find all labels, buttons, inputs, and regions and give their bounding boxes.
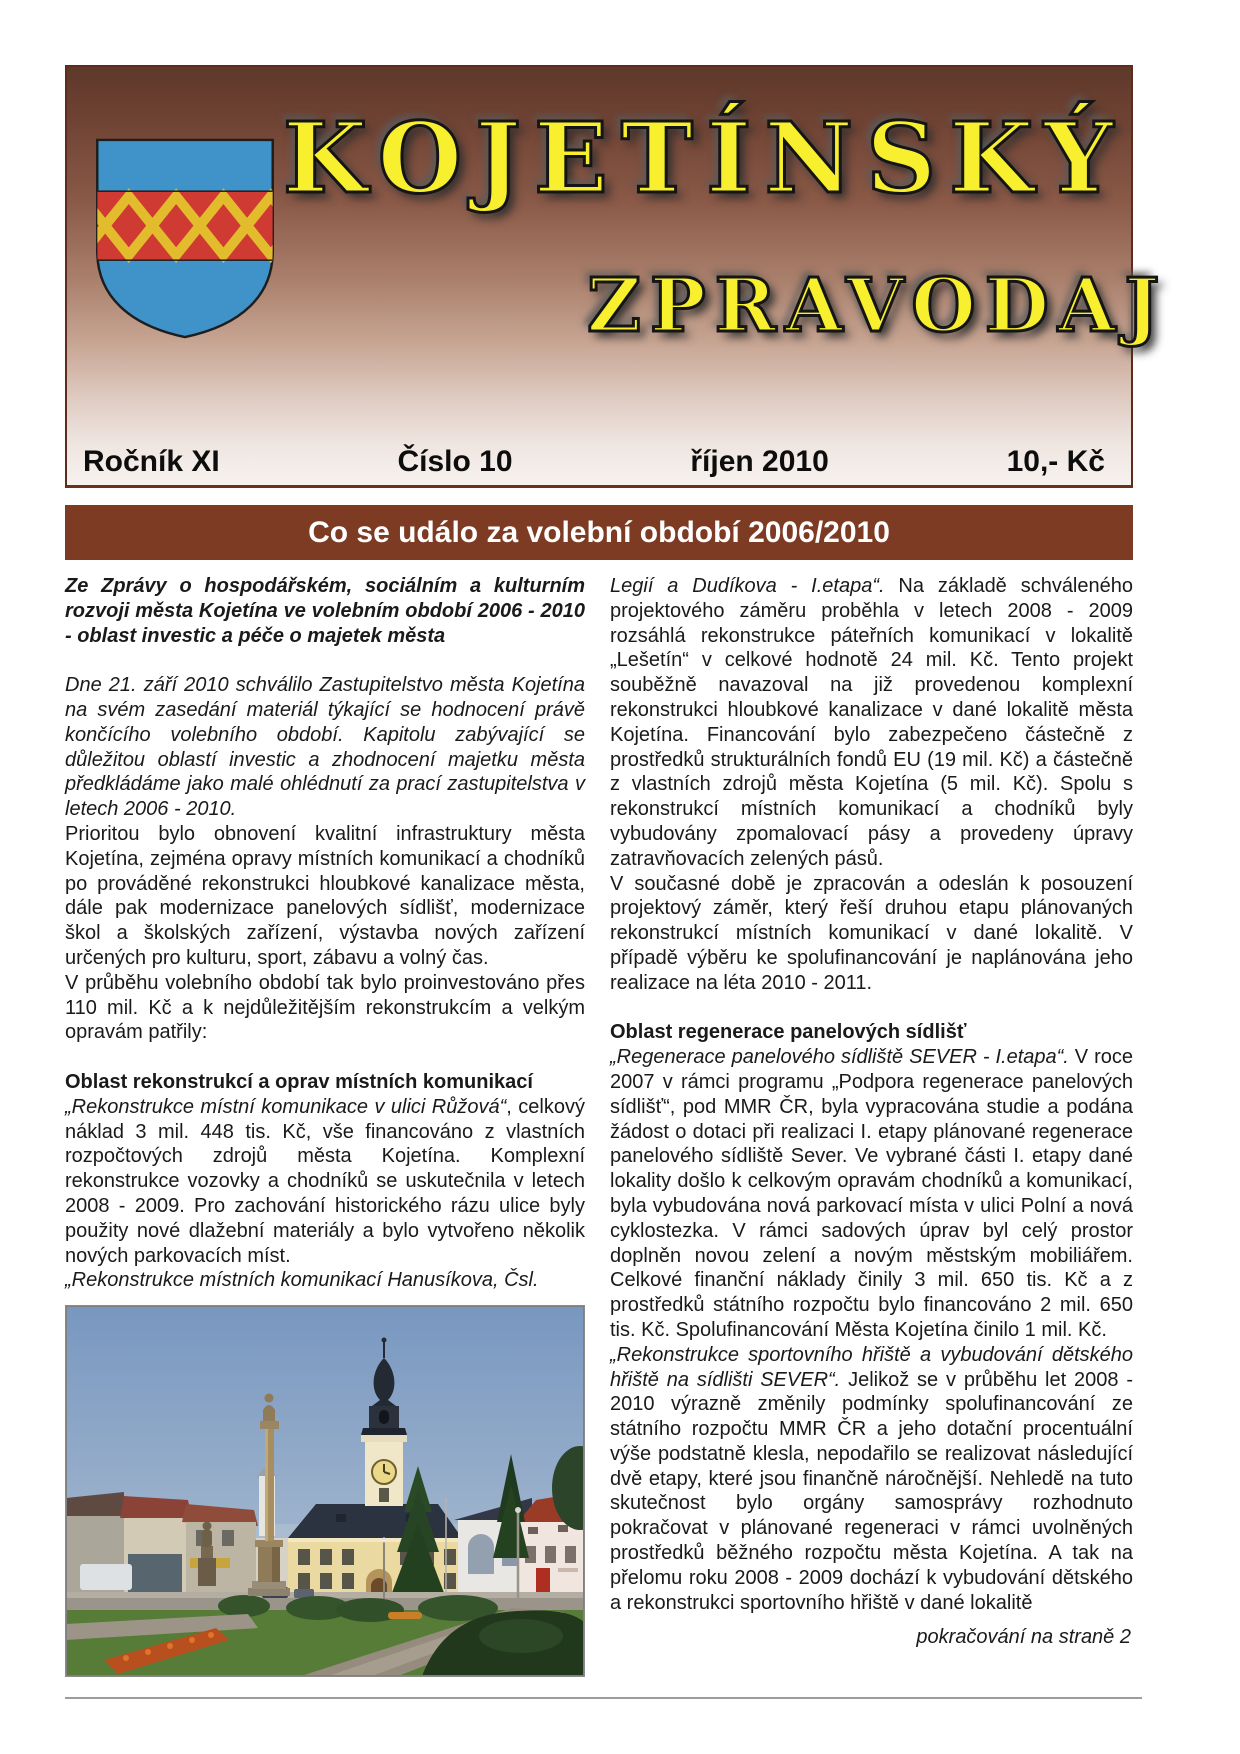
article-paragraph: „Regenerace panelového sídliště SEVER - I.etapa“. V roce 2007 v rámci programu „Podpora regenerace panelových sídlišť“, pod MMR ČR, byla vypracována studie a podána žádost o dotaci při realizaci I. etapy plánované regenerace panelového sídliště Sever. Ve vybrané části I. etapy dané lokality došlo k celkovým opravám chodníků a komunikací, byla vybudována nová parkovací místa v ulici Polní a nová cyklostezka. V rámci sadových úprav byl celý prostor doplněn novou zelení a novým městským mobiliářem. Celkové finanční náklady činily 3 mil. 650 tis. Kč a z prostředků státního rozpočtu bylo financováno 2 mil. 650 tis. Kč. Spolufinancování Města Kojetína činilo 1 mil. Kč.: [610, 1046, 1133, 1341]
article-paragraph: „Rekonstrukce místních komunikací Hanusíkova, Čsl.: [65, 1269, 539, 1292]
article-paragraph: Dne 21. září 2010 schválilo Zastupitelstvo města Kojetína na svém zasedání materiál týkající se hodnocení právě končícího volebního období. Kapitolu zabývající se důležitou oblastí investic a zhodnocení majetku města předkládáme jako malé ohlédnutí za prací zastupitelstva v letech 2006 - 2010.: [65, 674, 585, 821]
article-body: [65, 574, 1133, 1677]
section-heading: Oblast regenerace panelových sídlišť: [610, 1021, 967, 1044]
issue-price: 10,- Kč: [1006, 445, 1105, 478]
article-paragraph: „Rekonstrukce sportovního hřiště a vybudování dětského hřiště na sídlišti SEVER“. Jelikož se v průběhu let 2008 - 2010 výrazně změnily podmínky spolufinancování ze státního rozpočtu MMR ČR a jeho dotační procentuální výše podstatně klesla, nepodařilo se realizovat následující dvě etapy, které jsou finančně náročnější. Nehledě na tuto skutečnost bylo orgány samosprávy rozhodnuto pokračovat v plánované regeneraci v rámci uvolněných prostředků běžného rozpočtu města Kojetína. A tak na přelomu roku 2008 - 2009 dochází k vybudování dětského a rekonstrukci sportovního hřiště v dané lokalitě: [610, 1343, 1133, 1614]
issue-number: Číslo 10: [397, 445, 513, 478]
section-banner: [65, 505, 1133, 560]
newsletter-title-line2: ZPRAVODAJ: [587, 263, 1169, 349]
city-coat-of-arms: [90, 135, 280, 342]
masthead: [65, 65, 1169, 488]
column-right: [610, 574, 1133, 1677]
section-banner-headline: Co se událo za volební období 2006/2010: [308, 515, 890, 549]
article-paragraph: Prioritou bylo obnovení kvalitní infrastruktury města Kojetína, zejména opravy místních komunikací a chodníků po prováděné rekonstrukci hloubkové kanalizace města, dále pak modernizace panelových sídlišť, modernizace škol a školských zařízení, výstavba nových zařízení určených pro kulturu, sport, zábavu a volný čas.: [65, 822, 585, 969]
continuation-note: pokračování na straně 2: [916, 1626, 1131, 1649]
article-paragraph: V současné době je zpracován a odeslán k posouzení projektový záměr, který řeší druhou etapu plánovaných rekonstrukcí místních komunikací v dané lokalitě. V případě výběru ke spolufinancování je naplánována jeho realizace na léta 2010 - 2011.: [610, 872, 1133, 994]
column-right-text: [610, 574, 1133, 1615]
town-square-photo: [65, 1305, 585, 1677]
article-paragraph: Legií a Dudíkova - I.etapa“. Na základě schváleného projektového záměru proběhla v letech 2008 - 2009 rozsáhlá rekonstrukce páteřních komunikací v lokalitě „Lešetín“ v celkové hodnotě 24 mil. Kč. Tento projekt souběžně navazoval na již provedenou komplexní rekonstrukci hloubkové kanalizace v dané lokalitě města Kojetína. Financování bylo zabezpečeno částečně z prostředků strukturálních fondů EU (19 mil. Kč) a částečně z vlastních zdrojů města Kojetína (5 mil. Kč). Spolu s rekonstrukcí místních komunikací a chodníků byly vybudovány zpomalovací pásy a provedeny úpravy zatravňovacích zelených pásů.: [610, 575, 1133, 870]
newsletter-title-line1: KOJETÍNSKÝ: [282, 101, 1127, 215]
issue-date: říjen 2010: [690, 445, 829, 478]
article-paragraph: „Rekonstrukce místní komunikace v ulici Růžová“, celkový náklad 3 mil. 448 tis. Kč, vše financováno z vlastních rozpočtových zdrojů města Kojetína. Komplexní rekonstrukce vozovky a chodníků se uskutečnila v letech 2008 - 2009. Pro zachování historického rázu ulice byly použity nové dlažební materiály a bylo vytvořeno několik nových parkovacích míst.: [65, 1095, 585, 1267]
footer-divider: [65, 1697, 1142, 1699]
column-left: [65, 574, 585, 1677]
issue-volume: Ročník XI: [83, 445, 220, 478]
issue-bar: [67, 445, 1131, 479]
article-paragraph: Ze Zprávy o hospodářském, sociálním a kulturním rozvoji města Kojetína ve volebním období 2006 - 2010 - oblast investic a péče o majetek města: [65, 575, 585, 647]
article-paragraph: V průběhu volebního období tak bylo proinvestováno přes 110 mil. Kč a k nejdůležitějším rekonstrukcím a velkým opravám patřily:: [65, 971, 585, 1044]
section-heading: Oblast rekonstrukcí a oprav místních komunikací: [65, 1070, 533, 1093]
column-left-text: [65, 574, 585, 1293]
